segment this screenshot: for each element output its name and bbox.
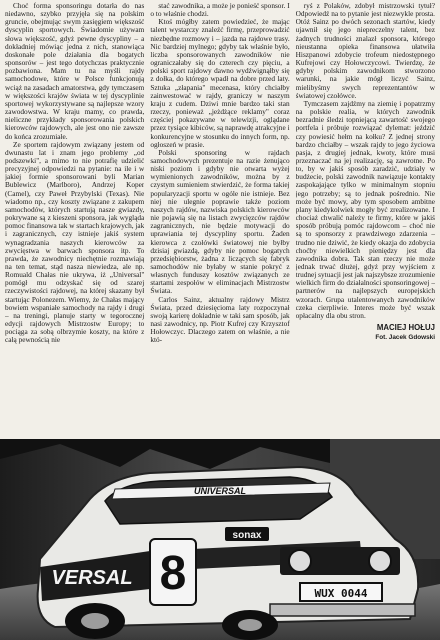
column-3 xyxy=(296,2,435,434)
paragraph: Ktoś mógłby zatem powiedzieć, że mając talent wystarczy znaleźć firmę, przeprowadzić niezbędne rozmowy i – jazda na rajdowe trasy. Nic bardziej mylnego; gdyby tak właśnie było, liczba sponsorowanych zawodników nie ograniczałaby się do czterech czy pięciu, a polski sport rajdowy dawno wydźwignąłby się z dołka, do którego wpadł na dobre przed laty. Sztuka „złapania" mecenasa, który chciałby zainwestować w rajdy, graniczy w naszym kraju z cudem. Dziwi mnie bardzo taki stan rzeczy, ponieważ „jeżdżące reklamy" coraz częściej pokazywane w telewizji, oglądane przez tysiące kibiców, są naprawdę atrakcyjne i konkurencyjne w stosunku do innych form, np. ogłoszeń w prasie. xyxy=(150,17,290,149)
column-1 xyxy=(5,2,144,434)
windshield-banner: UNIVERSAL xyxy=(193,486,247,496)
paragraph: Choć forma sponsoringu dotarła do nas niedawno, szybko przyjęła się na polskim gruncie, obejmując swym zasięgiem większość dyscyplin sportowych. Świadomie używam słowa większość, gdyż pewne dyscypliny – a dokładniej mówiąc jedna z nich, stanowiąca doskonałe pole działania dla bogatych sponsorów – jest tego dotychczas praktycznie pozbawiona. Mam tu na myśli rajdy samochodowe, które w Polsce funkcjonują wciąż na zasadach amatorstwa, gdy tymczasem w większości krajów świata w tej dyscyplinie sportowej wykorzystywane są najlepsze wzory zawodowstwa. W kraju mamy, co prawda, nieliczne przykłady sponsorowania polskich kierowców rajdowych, ale jest ono nie zawsze do końca zrozumiałe. xyxy=(5,2,145,141)
column-2 xyxy=(150,2,289,434)
paragraph: Ze sportem rajdowym związany jestem od dwunastu lat i znam jego problemy „od podszewki", a mimo to nie potrafię udzielić precyzyjnej odpowiedzi na pytanie: na ile i w jakiej formie sponsorowani byli Marian Bublewicz (Marlboro), Andrzej Koper (Camel), czy Paweł Przybylski (Texas). Nie wiadomo np., czy koszty związane z zakupem samochodów, których startują nasze gwiazdy, pokrywane są z kieszeni sponsora, jak wygląda pomoc finansowa tak w startach krajowych, jak i zagranicznych, czy istnieje jakiś system wynagradzania naszych kierowców za zwycięstwa w barwach sponsora itp. To prawda, że zawodnicy niechętnie rozmawiają na ten temat, stąd nasza niewiedza, ale np. Romuald Chałas nie ukrywa, iż „Universal" pomógł mu odzyskać się od szarej rzeczywistości rajdowej, na której skazany był startując Polonezem. Wiemy, że Chałas mający bowiem wspaniałe samochody na rajdy i drugi – na treningi, planuje starty w tegorocznej edycji rajdowych Mistrzostw Europy; to pociąga za sobą olbrzymie koszty, na które z całą pewnością nie xyxy=(5,139,145,345)
rally-car-photo xyxy=(0,439,440,640)
paragraph: Polski sponsoring w rajdach samochodowych prezentuje na razie żenująco niski poziom i gdyby nie otwarta wyżej wymienionych zawodników, można by z czystym sumieniem stwierdzić, że forma takiej popularyzacji sportu w ogóle nie istnieje. Bez niej nie ulegnie poprawie także poziom naszych rajdów, nazwiska polskich kierowców nie pojawią się na listach zwycięzców rajdów zagranicznych, nie będzie motywacji do uprawiania tej dyscypliny sportu. Żaden kierowca z czołówki światowej nie byłby dzisiaj gwiazdą, gdyby nie pomoc bogatych przedsiębiorstw, żadna z liczących się fabryk samochodów nie byłaby w stanie pokryć z własnych funduszy kosztów związanych ze startami zespołów w eliminacjach Mistrzostw Świata. xyxy=(150,147,290,296)
headlight-right xyxy=(369,550,391,572)
paragraph: ryś z Polaków, zdobył mistrzowski tytuł? Odpowiedź na to pytanie jest niezwykle prosta. Otóż Sainz po dwóch sezonach startów, kiedy ujawnił się jego niepreczelny talent, bez żadnych trudności znalazł sponsora, którego nieustanna opieka finansowa ułatwiła Hiszpanowi zdobycie trofeum niedostępnego Kufrejowi czy Hołowczycowi. Twierdzę, że gdyby polskim zawodnikom stworzono warunki, na jakie mógł liczyć Sainz, mielibyśmy swych reprezentantów w światowej czołówce. xyxy=(295,2,435,100)
author-signature: MACIEJ HOŁUJ xyxy=(376,323,435,333)
paragraph: Carlos Sainz, aktualny rajdowy Mistrz Świata, przed dziesięcioma laty rozpoczynał swoją karierę dokładnie w taki sam sposób, jak nasi zawodnicy, np. Piotr Kufrej czy Krzysztof Hołowczyc. Dlaczego zatem on właśnie, a nie któ- xyxy=(150,294,290,345)
door-sponsor: VERSAL xyxy=(51,567,133,589)
door-number: 8 xyxy=(159,547,187,600)
paragraph: Tymczasem zajdźmy na ziemię i popatrzmy na polskie realia, w których zawodnik bezradnie śledzi topniejącą zawartość swojego portfela i próbuje rozwiązać dylemat: jeździć czy powiesić hełm na kołku? Z jednej strony bardzo chciałby – wszak rajdy to jego życiowa pasja, z drugiej jednak, kwoty, które musi przeznaczać na jej realizację, są zawrotne. Po to, by w jakiś sposób zaradzić, udziały w budżecie, polski zawodnik nawiązuje kontakty zaspokajające tylko w minimalnym stopniu jego potrzeby; są to jednak pośrednio. Nie może być mowy, aby tym sposobem ambitne plany kiedykolwiek mogły być zrealizowane. I chociaż chwalić należy te firmy, które w jakiś sposób próbują pomóc rajdowcom – choć nie są to sponsorzy z prawdziwego zdarzenia – trudno nie dziwić, że kiedy okazja do zdobycia choćby niewielkich pieniędzy jest dla zawodnika dobra. Tak stan rzeczy nie może jednak trwać dłużej, gdyż przy wyjściem z trudnej sytuacji jest jak najszybsze zrozumienie wielkich firm do działalności sponsoringowej – partnerów na najlepszych europejskich wzorach. Grupa utalentowanych zawodników czeka cierpliwie. Interes może być wszak opłacalny dla obu stron. xyxy=(295,98,435,320)
hood-sponsor: sonax xyxy=(232,530,262,541)
paragraph: stać zawodnika, a może je ponieść sponsor. I o to właśnie chodzi. xyxy=(150,2,290,19)
license-plate-text: WUX 0044 xyxy=(314,587,368,600)
photo-credit: Fot. Jacek Gdowski xyxy=(375,334,435,342)
headlight-left xyxy=(289,550,311,572)
article-columns xyxy=(5,2,435,434)
